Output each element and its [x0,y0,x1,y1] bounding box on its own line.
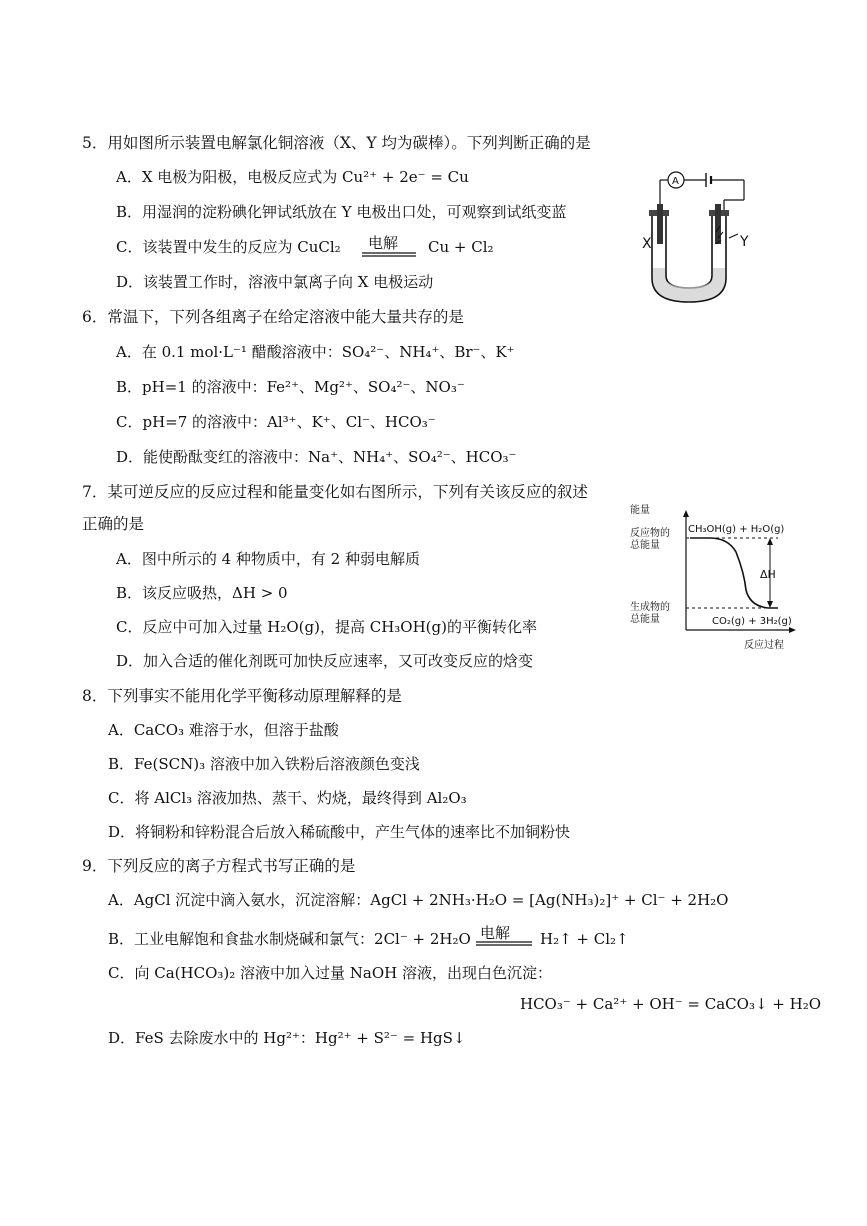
q5-option-c: C．该装置中发生的反应为 CuCl₂ [116,238,341,256]
q9-option-a: A．AgCl 沉淀中滴入氨水，沉淀溶解：AgCl + 2NH₃·H₂O = [Ag(NH₃)₂]⁺ + Cl⁻ + 2H₂O [108,891,729,909]
reactant-energy-label-2: 总能量 [630,540,660,551]
electrode-y-label: Y [740,234,749,250]
q9-option-c: C．向 Ca(HCO₃)₂ 溶液中加入过量 NaOH 溶液，出现白色沉淀： [108,964,553,982]
product-energy-label-2: 总能量 [630,614,660,625]
q6-option-d: D．能使酚酞变红的溶液中：Na⁺、NH₄⁺、SO₄²⁻、HCO₃⁻ [116,448,517,466]
q9-option-b-products: H₂↑ + Cl₂↑ [540,930,629,948]
q5-option-a: A．X 电极为阳极，电极反应式为 Cu²⁺ + 2e⁻ = Cu [116,168,469,186]
reaction-progress-label: 反应过程 [744,640,784,651]
q6-option-b: B．pH=1 的溶液中：Fe²⁺、Mg²⁺、SO₄²⁻、NO₃⁻ [116,378,465,396]
q9-stem: 9．下列反应的离子方程式书写正确的是 [82,857,356,875]
q7-stem: 7．某可逆反应的反应过程和能量变化如右图所示，下列有关该反应的叙述 [82,483,588,501]
reactants-label: CH₃OH(g) + H₂O(g) [688,524,785,535]
electrolysis-apparatus-figure [634,168,754,308]
q9-option-c-equation: HCO₃⁻ + Ca²⁺ + OH⁻ = CaCO₃↓ + H₂O [520,995,822,1013]
q7-option-d: D．加入合适的催化剂既可加快反应速率，又可改变反应的焓变 [116,652,534,670]
q7-stem-continued: 正确的是 [82,515,145,533]
q9-option-b: B．工业电解饱和食盐水制烧碱和氯气：2Cl⁻ + 2H₂O [108,930,471,948]
q5-stem: 5．用如图所示装置电解氯化铜溶液（X、Y 均为碳棒）。下列判断正确的是 [82,134,591,152]
q7-option-a: A．图中所示的 4 种物质中，有 2 种弱电解质 [116,550,420,568]
q8-option-b: B．Fe(SCN)₃ 溶液中加入铁粉后溶液颜色变浅 [108,755,420,773]
q7-option-b: B．该反应吸热，ΔH > 0 [116,584,288,602]
q5-option-d: D．该装置工作时，溶液中氯离子向 X 电极运动 [116,273,434,291]
ammeter-label: A [672,176,679,187]
energy-axis-label: 能量 [630,505,650,516]
q8-option-a: A．CaCO₃ 难溶于水，但溶于盐酸 [108,721,339,739]
q5-option-c-products: Cu + Cl₂ [428,238,494,256]
products-label: CO₂(g) + 3H₂(g) [712,616,792,627]
q8-option-d: D．将铜粉和锌粉混合后放入稀硫酸中，产生气体的速率比不加铜粉快 [108,823,571,841]
q8-option-c: C．将 AlCl₃ 溶液加热、蒸干、灼烧，最终得到 Al₂O₃ [108,789,467,807]
product-energy-label: 生成物的 [630,602,670,613]
q9-option-d: D．FeS 去除废水中的 Hg²⁺：Hg²⁺ + S²⁻ = HgS↓ [108,1029,466,1047]
q9-electrolysis-label: 电解 [480,924,511,942]
reactant-energy-label: 反应物的 [630,528,670,539]
q8-stem: 8．下列事实不能用化学平衡移动原理解释的是 [82,687,402,705]
q9-equation-arrow [474,939,536,947]
delta-h-label: ΔH [760,568,776,581]
q7-option-c: C．反应中可加入过量 H₂O(g)，提高 CH₃OH(g)的平衡转化率 [116,618,537,636]
energy-profile-figure [628,500,806,652]
q5-equation-arrow [360,250,420,258]
q5-electrolysis-label: 电解 [368,234,399,252]
q6-option-c: C．pH=7 的溶液中：Al³⁺、K⁺、Cl⁻、HCO₃⁻ [116,413,436,431]
q6-stem: 6．常温下，下列各组离子在给定溶液中能大量共存的是 [82,308,464,326]
q5-option-b: B．用湿润的淀粉碘化钾试纸放在 Y 电极出口处，可观察到试纸变蓝 [116,203,567,221]
q6-option-a: A．在 0.1 mol·L⁻¹ 醋酸溶液中：SO₄²⁻、NH₄⁺、Br⁻、K⁺ [116,343,515,361]
electrode-x-label: X [642,236,652,252]
